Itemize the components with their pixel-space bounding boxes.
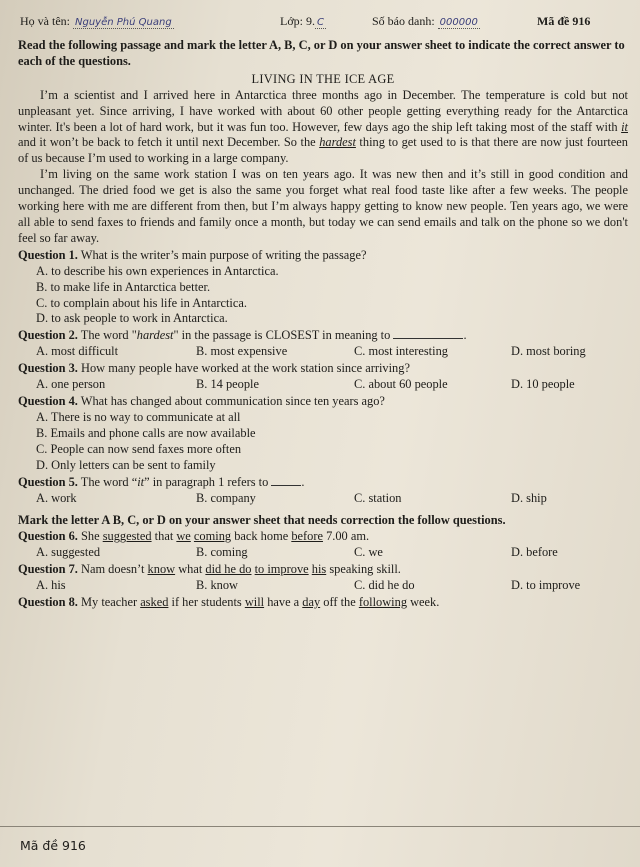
q1-option-a[interactable]: A. to describe his own experiences in Antarctica. xyxy=(36,263,279,278)
question-7: Question 7. Nam doesn’t know what did he do to improve his speaking skill. xyxy=(18,562,401,577)
q2-options xyxy=(18,344,628,360)
answer-blank xyxy=(393,328,463,339)
q2-option-a[interactable]: A. most difficult xyxy=(36,344,119,359)
q5-word: it xyxy=(137,474,145,489)
q7-option-c[interactable]: C. did he do xyxy=(354,578,415,593)
sbd-field xyxy=(372,14,480,29)
q4-option-b[interactable]: B. Emails and phone calls are now available xyxy=(36,425,256,440)
q4-option-d[interactable]: D. Only letters can be sent to family xyxy=(36,457,216,472)
instruction-error-identification: Mark the letter A B, C, or D on your answer sheet that needs correction the follow questions. xyxy=(18,512,506,527)
q3-option-c[interactable]: C. about 60 people xyxy=(354,377,448,392)
q4-option-c[interactable]: C. People can now send faxes more often xyxy=(36,441,242,456)
q1-option-d[interactable]: D. to ask people to work in Antarctica. xyxy=(36,311,228,326)
footer-divider xyxy=(0,826,640,827)
class-label: Lớp: 9. xyxy=(280,14,316,28)
q4-option-a[interactable]: A. There is no way to communicate at all xyxy=(36,410,241,425)
passage-paragraph-2: I’m living on the same work station I was on ten years ago. It was new then and it’s still in good condition and unchanged. The dried food we get is also the same you forget what real food taste like after a few weeks. The people working here with me are different from then, but I’m always happy getting to know new people. Ten years ago, we were all able to send faxes to friends and family once a month, but today we can send emails and talk on the phone so we don't feel so far away. xyxy=(18,167,628,245)
instruction-reading: Read the following passage and mark the letter A, B, C, or D on your answer sheet to indicate the correct answer to each of the questions. xyxy=(18,38,625,68)
passage-paragraph-1: I’m a scientist and I arrived here in Antarctica three months ago in December. The temperature is cold but not unpleasant yet. Since arriving, I have worked with about 60 other people getting everything ready for the Antarctica winter. It's been a lot of hard work, but it was fun too. However, few days ago the ship left taking most of the staff with it and it won’t be back to fetch it until next December. So the hardest thing to get used to is that there are now just fourteen of us because I’m used to working in a large company. xyxy=(18,87,628,166)
name-label: Họ và tên: xyxy=(20,14,70,28)
question-4: Question 4. What has changed about communication since ten years ago? xyxy=(18,394,385,409)
q6-option-c[interactable]: C. we xyxy=(354,545,383,560)
q7-option-a[interactable]: A. his xyxy=(36,578,66,593)
q3-option-d[interactable]: D. 10 people xyxy=(511,377,575,392)
q6-option-b[interactable]: B. coming xyxy=(196,545,248,560)
q1-option-c[interactable]: C. to complain about his life in Antarctica. xyxy=(36,295,247,310)
q3-option-a[interactable]: A. one person xyxy=(36,377,106,392)
q5-option-a[interactable]: A. work xyxy=(36,490,77,505)
q1-option-b[interactable]: B. to make life in Antarctica better. xyxy=(36,279,211,294)
name-value: Nguyễn Phú Quang xyxy=(75,17,172,28)
q2-option-d[interactable]: D. most boring xyxy=(511,344,586,359)
passage-title: LIVING IN THE ICE AGE xyxy=(251,71,395,86)
q7-option-b[interactable]: B. know xyxy=(196,578,238,593)
answer-blank xyxy=(271,475,301,486)
q7-option-d[interactable]: D. to improve xyxy=(511,578,581,593)
q5-option-c[interactable]: C. station xyxy=(354,490,402,505)
q5-option-d[interactable]: D. ship xyxy=(511,490,547,505)
q7-options xyxy=(18,578,628,594)
underlined-hardest: hardest xyxy=(319,135,356,150)
q5-option-b[interactable]: B. company xyxy=(196,490,256,505)
exam-content xyxy=(18,38,628,611)
exam-code: Mã đề 916 xyxy=(537,14,591,28)
question-8: Question 8. My teacher asked if her students will have a day off the following week. xyxy=(18,595,440,610)
q5-options xyxy=(18,491,628,507)
question-1: Question 1. What is the writer’s main purpose of writing the passage? xyxy=(18,247,367,262)
student-name xyxy=(20,14,174,29)
footer-exam-code: Mã đề 916 xyxy=(20,838,86,853)
q3-option-b[interactable]: B. 14 people xyxy=(196,377,259,392)
q2-word: hardest xyxy=(136,328,174,343)
sbd-label: Số báo danh: xyxy=(372,14,435,28)
underlined-it: it xyxy=(621,119,628,134)
sbd-value: 000000 xyxy=(439,17,478,28)
exam-header xyxy=(20,14,625,36)
q2-option-b[interactable]: B. most expensive xyxy=(196,344,288,359)
question-5: Question 5. The word “it” in paragraph 1 refers to . xyxy=(18,474,305,489)
q2-option-c[interactable]: C. most interesting xyxy=(354,344,448,359)
question-2: Question 2. The word "hardest" in the passage is CLOSEST in meaning to . xyxy=(18,328,467,343)
q3-options xyxy=(18,377,628,393)
q6-option-a[interactable]: A. suggested xyxy=(36,545,101,560)
q6-options xyxy=(18,545,628,561)
class-field xyxy=(280,14,326,29)
question-3: Question 3. How many people have worked at the work station since arriving? xyxy=(18,361,410,376)
class-value: C xyxy=(317,17,324,28)
q6-option-d[interactable]: D. before xyxy=(511,545,558,560)
question-6: Question 6. She suggested that we coming back home before 7.00 am. xyxy=(18,529,370,544)
